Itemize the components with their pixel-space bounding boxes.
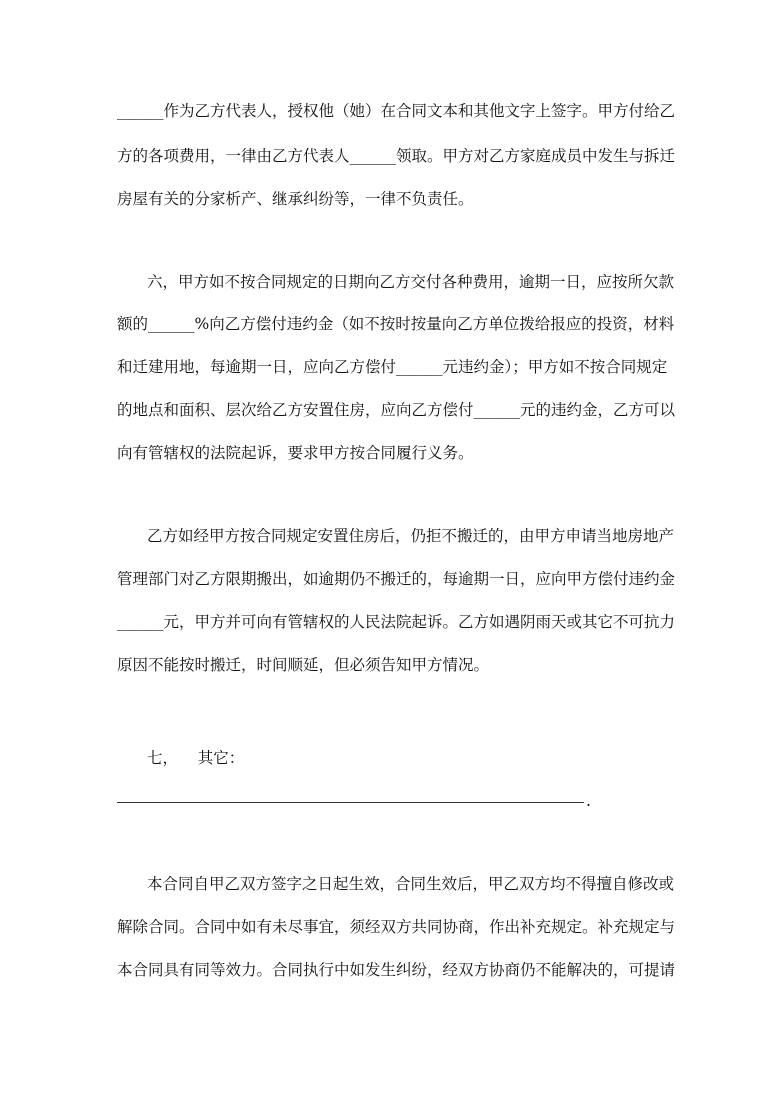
party-b-line-3: ______元，甲方并可向有管辖权的人民法院起诉。乙方如遇阴雨天或其它不可抗力 [117, 613, 676, 631]
effect-line-2: 解除合同。合同中如有未尽事宜，须经双方共同协商，作出补充规定。补充规定与 [117, 918, 676, 936]
section-six-line-4: 的地点和面积、层次给乙方安置住房，应向乙方偿付______元的违约金，乙方可以 [117, 401, 676, 419]
fill-in-blank-line [117, 802, 584, 803]
fill-in-trailing-mark: . [586, 792, 591, 810]
party-b-line-2: 管理部门对乙方限期搬出，如逾期仍不搬迁的，每逾期一日，应向甲方偿付违约金 [117, 570, 676, 588]
section-six-line-2: 额的______%向乙方偿付违约金（如不按时按量向乙方单位拨给报应的投资，材料 [117, 315, 675, 333]
party-b-line-1: 乙方如经甲方按合同规定安置住房后，仍拒不搬迁的，由甲方申请当地房地产 [147, 527, 675, 545]
intro-line-2: 方的各项费用，一律由乙方代表人______领取。甲方对乙方家庭成员中发生与拆迁 [117, 147, 676, 165]
section-six-line-5: 向有管辖权的法院起诉，要求甲方按合同履行义务。 [117, 444, 474, 462]
section-six-line-1: 六，甲方如不按合同规定的日期向乙方交付各种费用，逾期一日，应按所欠款 [147, 273, 675, 291]
effect-line-1: 本合同自甲乙双方签字之日起生效，合同生效后，甲乙双方均不得擅自修改或 [147, 875, 675, 893]
intro-line-3: 房屋有关的分家析产、继承纠纷等，一律不负责任。 [117, 190, 474, 208]
section-seven-heading: 七， 其它： [147, 749, 245, 767]
party-b-line-4: 原因不能按时搬迁，时间顺延，但必须告知甲方情况。 [117, 656, 490, 674]
section-six-line-3: 和迁建用地，每逾期一日，应向乙方偿付______元违约金）；甲方如不按合同规定 [117, 358, 668, 376]
intro-line-1: ______作为乙方代表人，授权他（她）在合同文本和其他文字上签字。甲方付给乙 [117, 102, 676, 120]
effect-line-3: 本合同具有同等效力。合同执行中如发生纠纷，经双方协商仍不能解决的，可提请 [117, 961, 676, 979]
